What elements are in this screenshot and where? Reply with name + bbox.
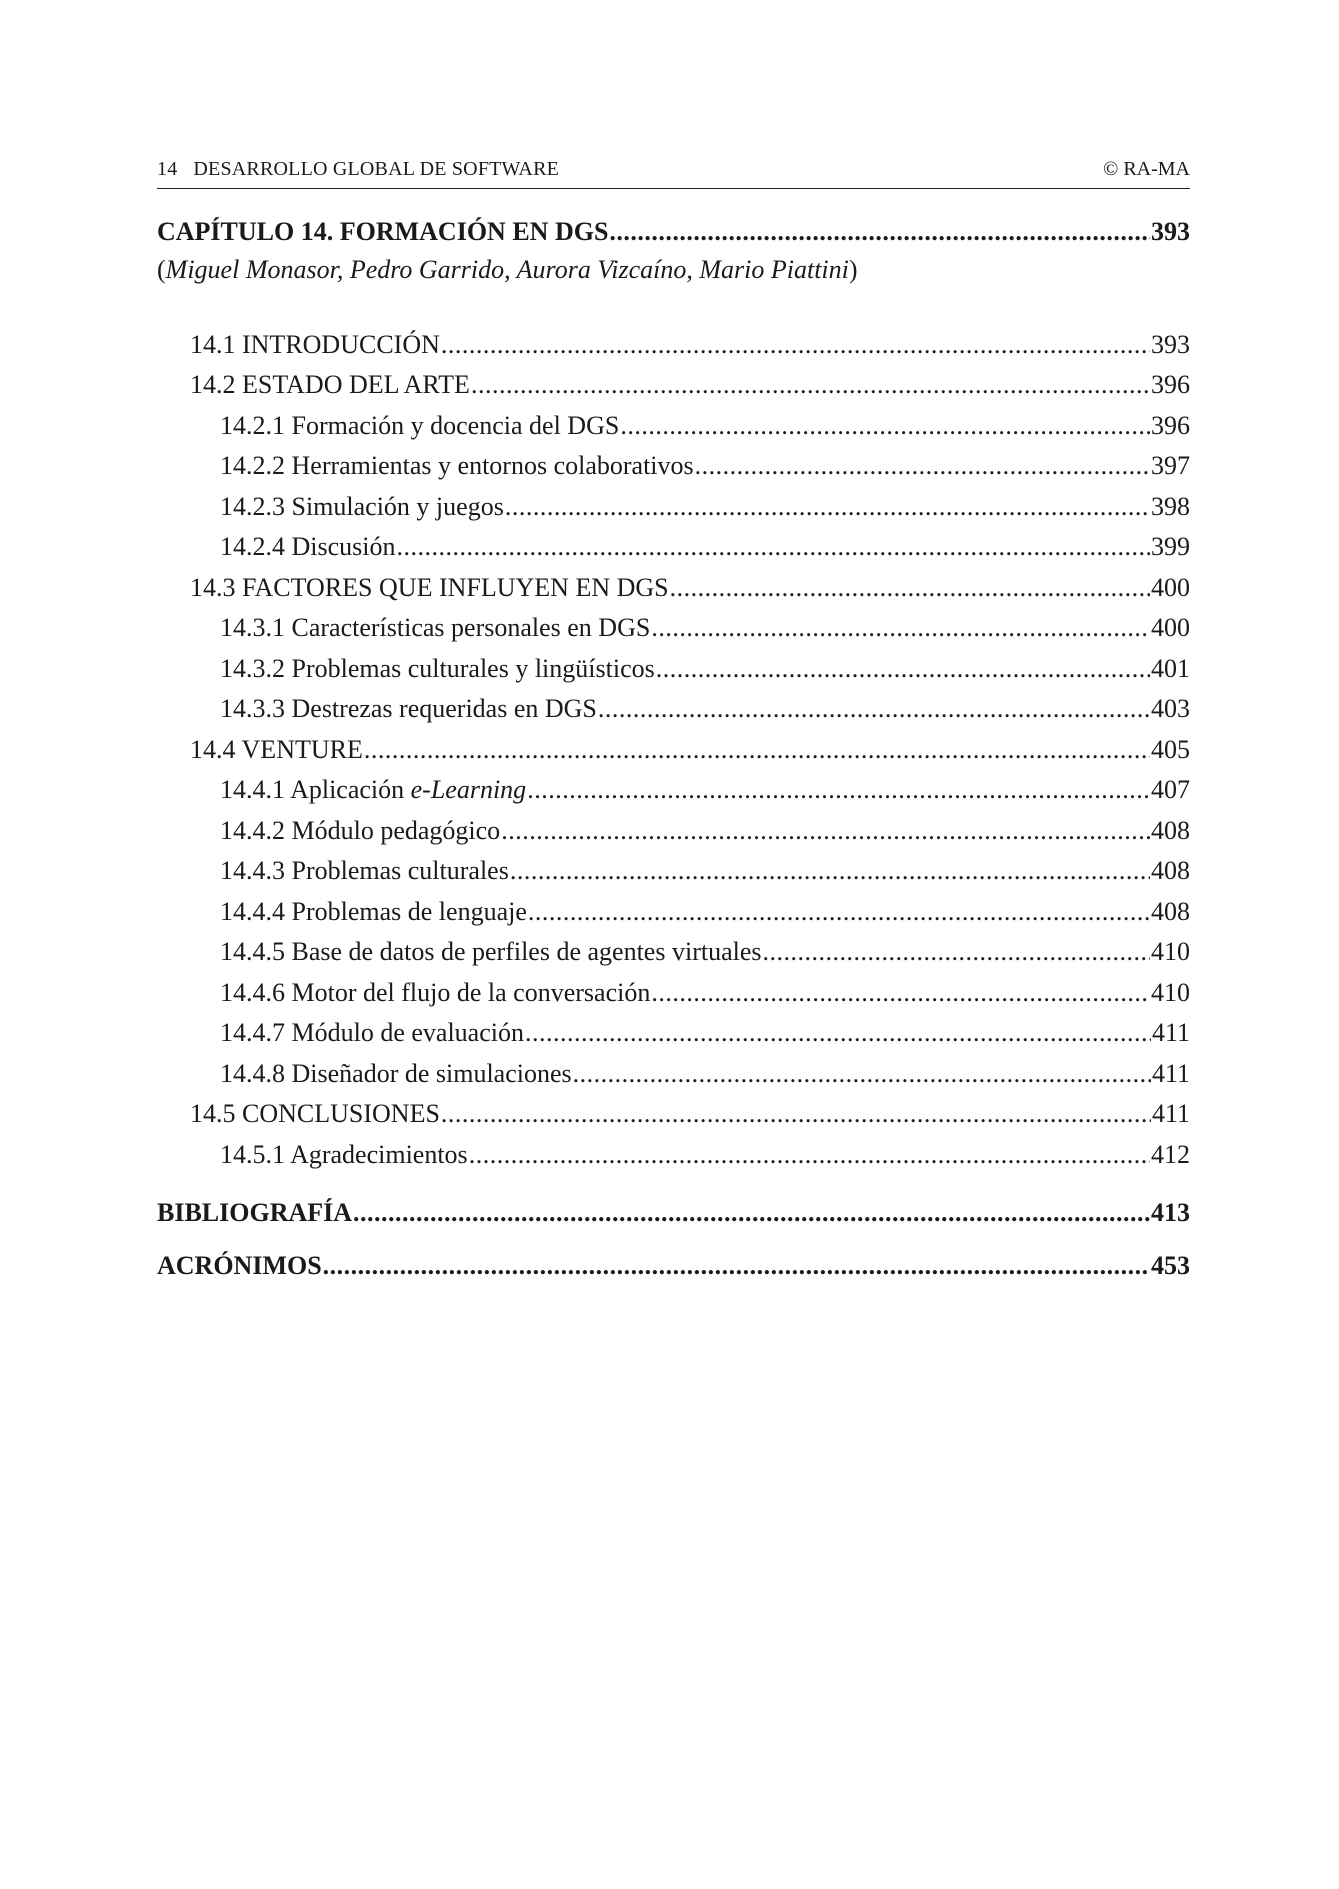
- toc-entry-page: 410: [1151, 937, 1190, 966]
- chapter-authors: (Miguel Monasor, Pedro Garrido, Aurora Vizcaíno, Mario Piattini): [157, 254, 858, 284]
- toc-dot-leader: [501, 811, 1150, 852]
- toc-entry-title: 14.5 CONCLUSIONES: [190, 1099, 440, 1128]
- toc-entry-title: BIBLIOGRAFÍA: [157, 1198, 353, 1227]
- toc-entry[interactable]: [157, 487, 1190, 528]
- toc-entry[interactable]: [157, 973, 1190, 1014]
- toc-entry-page: 396: [1151, 410, 1190, 440]
- toc-dot-leader: [670, 568, 1150, 609]
- toc-entry[interactable]: [157, 811, 1190, 852]
- toc-entry[interactable]: [157, 730, 1190, 771]
- toc-entry[interactable]: [157, 446, 1190, 487]
- toc-entry-title: ACRÓNIMOS: [157, 1250, 322, 1280]
- toc-dot-leader: [323, 1246, 1150, 1287]
- toc-entry[interactable]: [157, 365, 1190, 406]
- toc-entry[interactable]: [157, 1054, 1190, 1095]
- running-header: [157, 158, 1190, 189]
- toc-entry-title: 14.2.3 Simulación y juegos: [220, 491, 504, 521]
- toc-entry-page: 413: [1151, 1198, 1190, 1227]
- toc-entry-page: 399: [1151, 532, 1190, 561]
- toc-entry-title: 14.4.6 Motor del flujo de la conversación: [220, 977, 651, 1007]
- toc-dot-leader: [525, 1013, 1151, 1054]
- toc-entry[interactable]: [157, 770, 1190, 811]
- toc-dot-leader: [528, 892, 1150, 933]
- toc-entry[interactable]: [157, 406, 1190, 447]
- header-book-title: DESARROLLO GLOBAL DE SOFTWARE: [193, 158, 560, 180]
- toc-entry-page: 405: [1151, 734, 1190, 764]
- toc-dot-leader: [763, 932, 1151, 973]
- toc-entry-title: 14.1 INTRODUCCIÓN: [190, 329, 440, 359]
- toc-entry-title: 14.3.1 Características personales en DGS: [220, 613, 651, 642]
- toc-entry-title: 14.2.1 Formación y docencia del DGS: [220, 410, 620, 440]
- toc-dot-leader: [651, 973, 1150, 1014]
- spacer: [157, 1175, 1190, 1193]
- toc-entry-title: CAPÍTULO 14. FORMACIÓN EN DGS: [157, 217, 609, 246]
- toc-entry-page: 400: [1151, 613, 1190, 642]
- toc-entry-title: 14.3 FACTORES QUE INFLUYEN EN DGS: [190, 572, 669, 602]
- toc-entry-page: 393: [1151, 329, 1190, 359]
- toc-entry[interactable]: [157, 851, 1190, 892]
- toc-back-matter-entry[interactable]: [157, 1246, 1190, 1287]
- toc-dot-leader: [651, 608, 1150, 649]
- toc-dot-leader: [573, 1054, 1151, 1095]
- toc-dot-leader: [656, 649, 1150, 690]
- toc-entry-title: 14.3.2 Problemas culturales y lingüísticos: [220, 653, 655, 683]
- toc-entry-page: 393: [1151, 217, 1190, 246]
- toc-dot-leader: [441, 1094, 1151, 1135]
- toc-entry-title: 14.3.3 Destrezas requeridas en DGS: [220, 694, 597, 723]
- header-publisher: © RA-MA: [1103, 158, 1190, 180]
- toc-dot-leader: [527, 770, 1150, 811]
- toc-entry-page: 398: [1151, 491, 1190, 521]
- toc-entry-page: 400: [1151, 572, 1190, 602]
- toc-dot-leader: [510, 851, 1150, 892]
- toc-entry[interactable]: [157, 608, 1190, 649]
- header-left: [157, 158, 559, 181]
- toc-entry-page: 453: [1151, 1250, 1190, 1280]
- toc-entry-title: 14.2.2 Herramientas y entornos colaborativos: [220, 451, 694, 480]
- toc-entry[interactable]: [157, 1135, 1190, 1176]
- toc-entry[interactable]: [157, 932, 1190, 973]
- toc-entry-page: 408: [1151, 856, 1190, 885]
- toc-entry[interactable]: [157, 689, 1190, 730]
- toc-entry-page: 397: [1151, 451, 1190, 480]
- toc-entry[interactable]: [157, 568, 1190, 609]
- toc-entry[interactable]: [157, 325, 1190, 366]
- toc-entry[interactable]: [157, 1094, 1190, 1135]
- toc-entry-page: 411: [1151, 1058, 1190, 1088]
- toc-entry-page: 411: [1151, 1018, 1190, 1047]
- toc-entry-page: 408: [1151, 896, 1190, 926]
- toc-entry-page: 396: [1151, 370, 1190, 399]
- chapter-authors-names: Miguel Monasor, Pedro Garrido, Aurora Vizcaíno, Mario Piattini: [165, 254, 849, 284]
- toc-entry-page: 412: [1151, 1139, 1190, 1169]
- spacer: [157, 1234, 1190, 1246]
- toc-entry-title: 14.2.4 Discusión: [220, 532, 396, 561]
- table-of-contents: [157, 212, 1190, 1286]
- toc-dot-leader: [397, 527, 1151, 568]
- toc-entry-title: 14.4.8 Diseñador de simulaciones: [220, 1058, 572, 1088]
- toc-dot-leader: [609, 212, 1150, 253]
- toc-dot-leader: [441, 325, 1150, 366]
- toc-entry-page: 407: [1151, 775, 1190, 804]
- toc-dot-leader: [598, 689, 1150, 730]
- toc-dot-leader: [695, 446, 1150, 487]
- toc-dot-leader: [364, 730, 1150, 771]
- toc-back-matter-entry[interactable]: [157, 1193, 1190, 1234]
- toc-entry-title: 14.4.5 Base de datos de perfiles de agentes virtuales: [220, 937, 762, 966]
- toc-entry[interactable]: [157, 527, 1190, 568]
- toc-dot-leader: [620, 406, 1150, 447]
- toc-entry-page: 401: [1151, 653, 1190, 683]
- toc-entry-title: 14.4.7 Módulo de evaluación: [220, 1018, 524, 1047]
- toc-entry-title: 14.5.1 Agradecimientos: [220, 1139, 468, 1169]
- toc-chapter-entry[interactable]: [157, 212, 1190, 253]
- header-page-number: 14: [157, 158, 178, 180]
- toc-entry[interactable]: [157, 1013, 1190, 1054]
- toc-entry-page: 403: [1151, 694, 1190, 723]
- toc-entry-title: 14.4.3 Problemas culturales: [220, 856, 509, 885]
- toc-dot-leader: [471, 365, 1150, 406]
- toc-entry[interactable]: [157, 649, 1190, 690]
- toc-dot-leader: [505, 487, 1150, 528]
- toc-dot-leader: [469, 1135, 1150, 1176]
- toc-entry-title: 14.4.1 Aplicación e-Learning: [220, 775, 527, 804]
- toc-entry-title: 14.4.4 Problemas de lenguaje: [220, 896, 527, 926]
- toc-entry-title: 14.4.2 Módulo pedagógico: [220, 815, 501, 845]
- toc-entry[interactable]: [157, 892, 1190, 933]
- toc-dot-leader: [353, 1193, 1150, 1234]
- toc-entry-title: 14.4 VENTURE: [190, 734, 363, 764]
- toc-entry-page: 408: [1151, 815, 1190, 845]
- toc-entry-page: 410: [1151, 977, 1190, 1007]
- toc-entry-title: 14.2 ESTADO DEL ARTE: [190, 370, 470, 399]
- toc-entry-page: 411: [1151, 1099, 1190, 1128]
